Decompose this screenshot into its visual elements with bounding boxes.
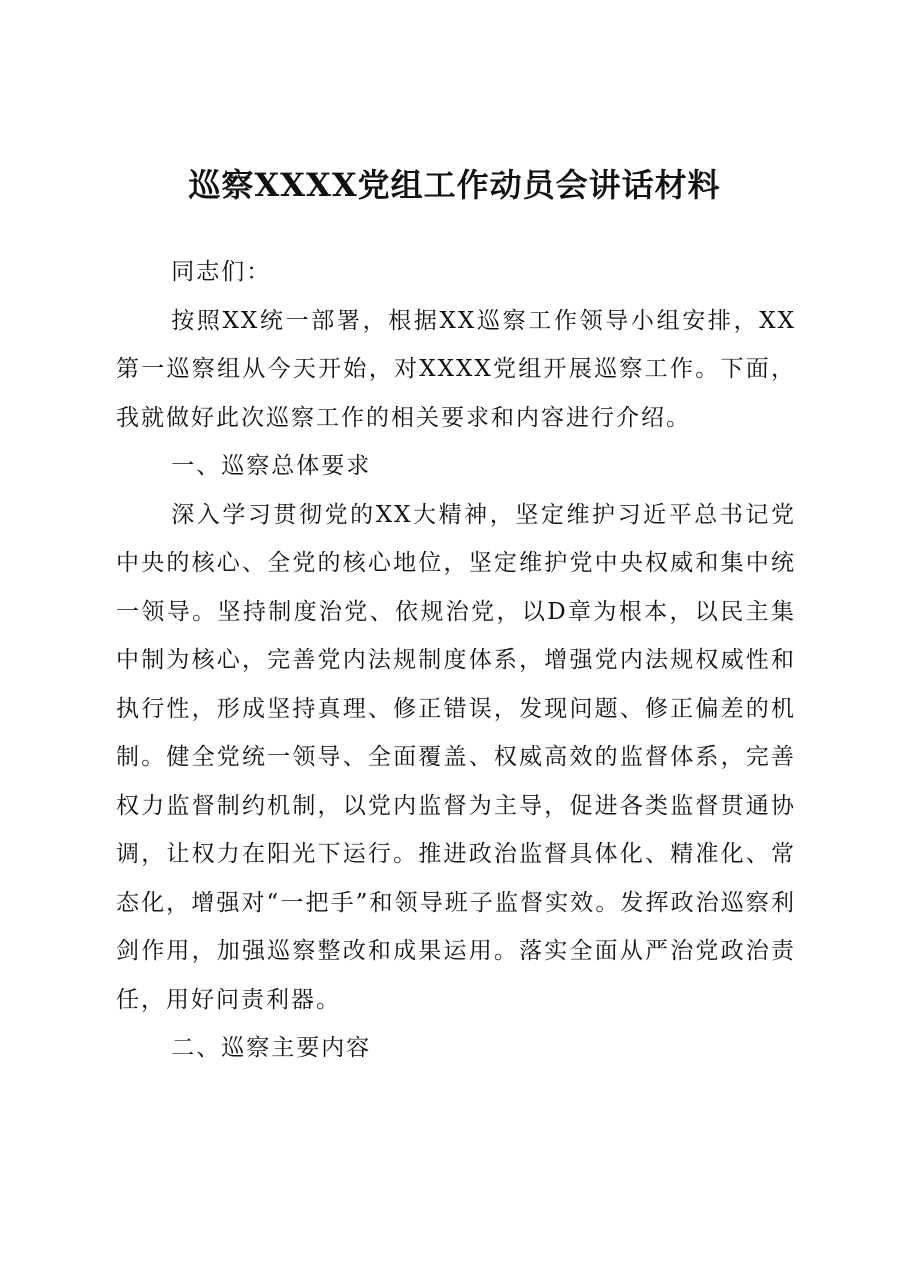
document-body xyxy=(116,248,796,1073)
document-title: 巡察XXXX党组工作动员会讲话材料 xyxy=(188,166,721,204)
section-1-paragraph: 深入学习贯彻党的XX大精神，坚定维护习近平总书记党中央的核心、全党的核心地位，坚定维护党中央权威和集中统一领导。坚持制度治党、依规治党，以D章为根本，以民主集中制为核心，完善党内法规制度体系，增强党内法规权威性和执行性，形成坚持真理、修正错误，发现问题、修正偏差的机制。健全党统一领导、全面覆盖、权威高效的监督体系，完善权力监督制约机制，以党内监督为主导，促进各类监督贯通协调，让权力在阳光下运行。推进政治监督具体化、精准化、常态化，增强对“一把手”和领导班子监督实效。发挥政治巡察利剑作用，加强巡察整改和成果运用。落实全面从严治党政治责任，用好问责利器。 xyxy=(116,501,796,1013)
intro-paragraph: 按照XX统一部署，根据XX巡察工作领导小组安排，XX第一巡察组从今天开始，对XXXX党组开展巡察工作。下面，我就做好此次巡察工作的相关要求和内容进行介绍。 xyxy=(116,307,796,431)
section-heading-2: 二、巡察主要内容 xyxy=(171,1035,372,1061)
greeting: 同志们： xyxy=(171,259,272,285)
section-heading-1: 一、巡察总体要求 xyxy=(171,453,372,479)
